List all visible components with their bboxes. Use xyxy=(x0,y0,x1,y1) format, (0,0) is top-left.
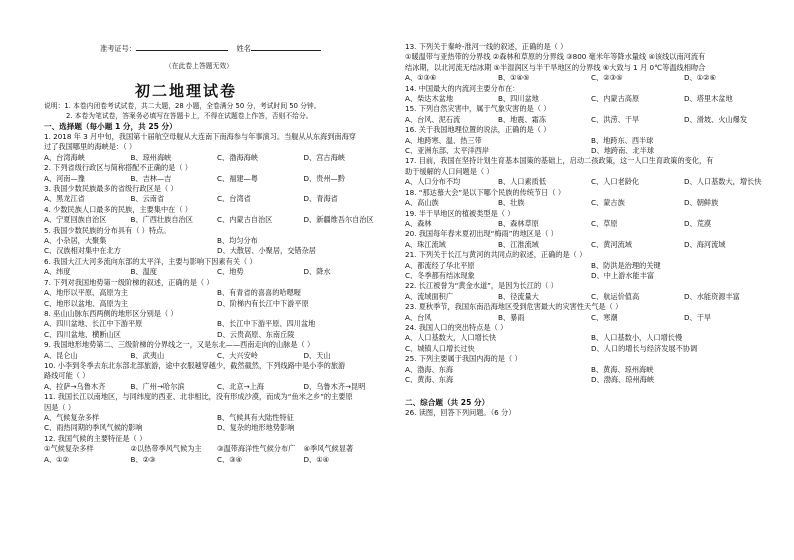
question-text: 21. 下列关于长江与黄河的共同点的叙述，正确的是（ ） xyxy=(405,250,587,260)
question-block xyxy=(44,392,390,423)
option-row xyxy=(44,153,390,163)
option-row xyxy=(44,330,390,340)
option[interactable]: D、滑坡、火山爆发 xyxy=(684,114,748,124)
question-block xyxy=(44,205,390,226)
option[interactable]: D、海河流域 xyxy=(684,239,726,249)
exam-number-label: 准考证号： xyxy=(100,44,136,53)
name-label: 姓名 xyxy=(236,44,251,53)
option[interactable]: C、黄河流域 xyxy=(591,239,632,249)
option[interactable]: D、①④ xyxy=(303,454,330,464)
question-text: 8. 巫山山脉东西两侧的地形区分别是（ ） xyxy=(44,308,178,318)
question-block xyxy=(405,250,777,271)
question-text: 路线可能（ ） xyxy=(44,371,90,381)
option[interactable]: A、地形以平原、高原为主 xyxy=(44,288,128,298)
option-row xyxy=(405,146,777,156)
question-block xyxy=(44,340,390,361)
option[interactable]: C、航运价值高 xyxy=(591,291,640,301)
question-block xyxy=(44,361,390,392)
question-text: 25. 下列主要属于我国内海的是（ ） xyxy=(405,354,522,364)
option[interactable]: C、雨热同期的季风气候的影响 xyxy=(44,423,143,433)
option[interactable]: C、寒潮 xyxy=(591,312,618,322)
option-row xyxy=(405,292,777,302)
question-text: 11. 我国长江以南地区，与同纬度的西亚、北非相比，没有形成沙漠，而成为“鱼米之乡”的主要原 xyxy=(44,392,353,402)
option[interactable]: D、干旱 xyxy=(684,312,712,322)
option[interactable]: B、武夷山 xyxy=(130,350,165,360)
question-block xyxy=(44,132,390,163)
question-block xyxy=(405,188,777,209)
question-text: 15. 下列自然灾害中，属于气象灾害的是（ ） xyxy=(405,104,551,114)
question-text: 3. 我国少数民族最多的省级行政区是（ ） xyxy=(44,184,178,194)
option[interactable]: A、渤海、东海 xyxy=(405,364,454,374)
question-block xyxy=(44,257,390,278)
question-text: 5. 我国少数民族的分布具有（ ）特点。 xyxy=(44,225,171,235)
option[interactable]: ①气候复杂多样 xyxy=(44,444,94,454)
option[interactable]: C、③④ xyxy=(217,454,243,464)
question-text: 18. “那达慕大会”是以下哪个民族的传统节日（ ） xyxy=(405,187,566,197)
option[interactable]: B、江淮流域 xyxy=(498,239,539,249)
exam-number-blank[interactable] xyxy=(136,43,228,51)
question-block xyxy=(405,344,777,354)
option[interactable]: D、云贵高原、东南丘陵 xyxy=(217,329,295,339)
exam-number-row xyxy=(100,43,321,54)
question-text: 19. 半干旱地区的植被类型是（ ） xyxy=(405,208,515,218)
question-text: 4. 少数民族人口最多的民族，主要集中在（ ） xyxy=(44,204,192,214)
question-block xyxy=(44,423,390,433)
question-text: 10. 小李到冬季去东北东部北部旅游，途中衣服越穿越少，截然截然，下列线路中是小李的旅游 xyxy=(44,360,346,370)
question-text: 17. 目前，我国在坚持计划生育基本国策的基础上，启动二孩政策，这一人口生育政策的变化，有 xyxy=(405,156,714,166)
option[interactable]: C、台湾省 xyxy=(217,194,251,204)
option-row xyxy=(405,333,777,343)
option[interactable]: A、地跨寒、温、热三带 xyxy=(405,135,482,145)
option-row xyxy=(44,319,390,329)
question-block xyxy=(405,271,777,281)
option[interactable]: D、地跨南、北半球 xyxy=(591,146,655,156)
option[interactable]: D、朝鲜族 xyxy=(684,198,719,208)
option[interactable]: C、北京→上海 xyxy=(217,381,264,391)
instructions-line-1: 说明：1. 本卷内闭卷考试试卷，共二大题，28 小题，全卷满分 50 分，考试时间 50 分钟。 xyxy=(44,102,321,110)
option[interactable]: C、蒙古族 xyxy=(591,198,625,208)
option[interactable]: C、洪涝、干旱 xyxy=(591,114,640,124)
question-block xyxy=(405,354,777,375)
option[interactable]: ②以热带季风气候为主 xyxy=(130,444,202,454)
question-block xyxy=(44,299,390,309)
question-text: 14. 中国最大的内流河主要分布在： xyxy=(405,83,520,93)
option[interactable]: D、天山 xyxy=(303,350,331,360)
option[interactable]: D、渤海、琼州海峡 xyxy=(591,375,655,384)
question-block xyxy=(405,323,777,344)
question-block xyxy=(44,226,390,247)
option[interactable]: A、台风、泥石流 xyxy=(405,114,461,124)
option-row xyxy=(405,240,777,250)
question-text: 7. 下列对我国地势第一级阶梯的叙述，正确的是（ ） xyxy=(44,277,214,287)
option-row xyxy=(405,313,777,323)
option[interactable]: C、亚洲东部、太平洋西岸 xyxy=(405,146,490,156)
question-text: 过了我国哪里的海峡是：（ ） xyxy=(44,142,137,152)
option[interactable]: ④季风气候显著 xyxy=(303,444,354,454)
question-text: 因是（ ） xyxy=(44,402,76,412)
question-text: 助于缓解的人口问题是（ ） xyxy=(405,166,494,176)
question-text: 23. 夏秋季节，我国东南沿海地区受到危害最大的灾害性天气是（ ） xyxy=(405,302,623,312)
option[interactable]: A、都流经了华北平原 xyxy=(405,260,475,270)
option[interactable]: A、昆仑山 xyxy=(44,350,78,360)
option[interactable]: C、人口老龄化 xyxy=(591,177,640,187)
option[interactable]: C、汉族相对集中在北方 xyxy=(44,246,121,256)
option[interactable]: B、琼州海峡 xyxy=(130,152,172,162)
option[interactable]: B、吉林—吉 xyxy=(130,173,172,183)
question-text: 20. 我国每年春末夏初出现“梅雨”的地区是（ ） xyxy=(405,229,558,239)
question-block xyxy=(44,184,390,205)
left-question-list xyxy=(44,132,390,455)
option[interactable]: B、长江中下游平原、四川盆地 xyxy=(217,319,316,329)
question-text: 6. 我国大江大河多流向东部的太平洋，主要与影响下因素有关（ ） xyxy=(44,256,257,266)
option[interactable]: A、四川盆地、长江中下游平原 xyxy=(44,319,143,329)
option-row xyxy=(405,271,777,281)
option[interactable]: B、广西壮族自治区 xyxy=(130,215,193,225)
option[interactable]: A、河南—豫 xyxy=(44,173,85,183)
option[interactable]: D、人口的增长与经济发展不协调 xyxy=(591,343,698,353)
option[interactable]: C、内蒙古自治区 xyxy=(217,215,273,225)
option[interactable]: A、宁夏回族自治区 xyxy=(44,215,107,225)
option[interactable]: C、地形以盆地、高原为主 xyxy=(44,298,129,308)
section-2-title: 二、综合题（共 25 分） xyxy=(405,398,490,408)
option-row xyxy=(44,174,390,184)
option[interactable]: B、有青省的喜喜的哈嗯喔 xyxy=(217,288,301,298)
option[interactable]: B、云南省 xyxy=(130,194,165,204)
option-row xyxy=(405,375,777,385)
option[interactable]: D、中上游水能丰富 xyxy=(591,270,655,280)
option-row xyxy=(44,423,390,433)
option[interactable]: A、气候复杂多样 xyxy=(44,412,100,422)
option-row xyxy=(405,219,777,229)
option-row xyxy=(44,382,390,392)
option[interactable]: A、高山族 xyxy=(405,198,439,208)
option[interactable]: B、黄海、琼州海峡 xyxy=(591,364,654,374)
option[interactable]: D、塔里木盆地 xyxy=(684,94,733,104)
option-row xyxy=(405,344,777,354)
option-row xyxy=(44,194,390,204)
option[interactable]: B、均匀分布 xyxy=(217,236,258,246)
option-row xyxy=(405,177,777,187)
option[interactable]: B、径流量大 xyxy=(498,291,539,301)
question-block xyxy=(44,330,390,340)
option[interactable]: A、台湾海峡 xyxy=(44,152,85,162)
option[interactable]: D、水能资源丰富 xyxy=(684,291,740,301)
option[interactable]: A、①③⑥ xyxy=(405,73,437,83)
question-block xyxy=(44,434,390,455)
right-column xyxy=(405,42,777,419)
option-row xyxy=(405,94,777,104)
option[interactable]: B、四川盆地 xyxy=(498,94,539,104)
question-block xyxy=(405,302,777,323)
option[interactable]: A、柴达木盆地 xyxy=(405,94,454,104)
option[interactable]: D、青海省 xyxy=(303,194,338,204)
question-text: 16. 关于我国地理位置的说法，正确的是（ ） xyxy=(405,125,551,135)
option[interactable]: C、四川盆地、横断山区 xyxy=(44,329,121,339)
option[interactable]: D、乌鲁木齐→昆明 xyxy=(303,381,366,391)
question-block xyxy=(405,104,777,125)
question-text: 24. 我国人口的突出特点是（ ） xyxy=(405,322,508,332)
option-row xyxy=(44,288,390,298)
left-column xyxy=(44,102,390,465)
option[interactable]: A、人口基数大，人口增长快 xyxy=(405,333,497,343)
option[interactable]: B、广州→哈尔滨 xyxy=(130,381,185,391)
notice: （在此卷上答题无效） xyxy=(165,62,233,70)
option[interactable]: C、黄海、东海 xyxy=(405,375,454,384)
option[interactable]: B、人口基数小，人口增长慢 xyxy=(591,333,683,343)
option[interactable]: A、流域面积广 xyxy=(405,291,454,301)
option[interactable]: C、草原 xyxy=(591,218,618,228)
option[interactable]: A、拉萨→乌鲁木齐 xyxy=(44,381,106,391)
option-row xyxy=(44,236,390,246)
question-text: 2. 下列省级行政区与简称搭配不正确的是（ ） xyxy=(44,163,192,173)
option[interactable]: B、地跨东、西半球 xyxy=(591,135,654,145)
question-block xyxy=(44,163,390,184)
option[interactable]: B、防洪是治理的关键 xyxy=(591,260,661,270)
option[interactable]: C、福建—粤 xyxy=(217,173,258,183)
option[interactable]: B、气候具有大陆性特征 xyxy=(217,412,294,422)
option-row xyxy=(405,73,777,83)
option-row xyxy=(405,115,777,125)
page-title: 初二地理试卷 xyxy=(135,82,238,100)
name-blank[interactable] xyxy=(251,43,321,51)
question-block xyxy=(44,309,390,330)
option-row xyxy=(44,444,390,454)
option-row xyxy=(44,351,390,361)
option[interactable]: B、地震、霜冻 xyxy=(498,114,547,124)
option[interactable]: C、大兴安岭 xyxy=(217,350,258,360)
question-text: 9. 我国地形地势第二、三级阶梯的分界线之一，又是东北——西南走向的山脉是（ ） xyxy=(44,340,315,350)
option[interactable]: C、内蒙古高原 xyxy=(591,94,640,104)
right-question-list xyxy=(405,42,777,385)
option[interactable]: A、珠江流域 xyxy=(405,239,446,249)
option[interactable]: A、小杂居，大聚集 xyxy=(44,236,107,246)
option[interactable]: B、壮族 xyxy=(498,198,525,208)
option[interactable]: A、人口分布不均 xyxy=(405,177,461,187)
question-block xyxy=(405,84,777,105)
option[interactable]: D、大散居、小聚居，交错杂居 xyxy=(217,246,316,256)
option-row xyxy=(405,365,777,375)
option[interactable]: B、人口素质低 xyxy=(498,177,547,187)
option-row xyxy=(405,198,777,208)
question-block xyxy=(405,146,777,156)
option[interactable]: C、冬季都有结冰现象 xyxy=(405,270,475,280)
question-block xyxy=(405,42,777,84)
question-block xyxy=(44,246,390,256)
section-1-title: 一、选择题（每小题 1 分，共 25 分） xyxy=(44,122,177,131)
option[interactable]: B、①④⑤ xyxy=(498,73,530,83)
option-row xyxy=(44,246,390,256)
option[interactable]: D、宫古海峡 xyxy=(303,152,345,162)
question-block xyxy=(405,375,777,385)
option[interactable]: C、②③⑤ xyxy=(591,73,623,83)
option[interactable]: B、森林草原 xyxy=(498,218,539,228)
question-block xyxy=(405,156,777,187)
question-text: 结冰期，以北河流无结冰期 ⑤半湿润区与半干旱地区的分界线 ⑥大致与 1 月 0℃等温线相吻合 xyxy=(405,62,706,72)
option[interactable]: D、阶梯内有长江中下游平原 xyxy=(217,298,309,308)
option[interactable]: B、②③ xyxy=(130,454,156,464)
option[interactable]: A、黑龙江省 xyxy=(44,194,85,204)
option-row xyxy=(44,267,390,277)
option[interactable]: ③温带海洋性气候分布广 xyxy=(217,444,296,454)
option[interactable]: A、森林 xyxy=(405,218,432,228)
option[interactable]: C、地势 xyxy=(217,267,244,277)
option[interactable]: B、暴雨 xyxy=(498,312,525,322)
option[interactable]: A、①② xyxy=(44,454,69,464)
option[interactable]: B、温度 xyxy=(130,267,157,277)
question-text: 13. 下列关于秦岭-淮河一线的叙述，正确的是（ ） xyxy=(405,42,568,51)
option-row xyxy=(44,413,390,423)
option-row xyxy=(44,299,390,309)
option-row xyxy=(44,215,390,225)
question-block xyxy=(405,209,777,230)
option[interactable]: C、城镇人口增长过快 xyxy=(405,343,475,353)
option[interactable]: C、渤海海峡 xyxy=(217,152,258,162)
option[interactable]: D、新疆维吾尔自治区 xyxy=(303,215,374,225)
option[interactable]: D、人口基数大，增长快 xyxy=(684,177,762,187)
option[interactable]: A、纬度 xyxy=(44,267,71,277)
question-text: ①暖温带与亚热带的分界线 ②森林和草原的分界线 ③800 毫米年等降水量线 ④该线以南河流有 xyxy=(405,52,706,62)
question-block xyxy=(44,278,390,299)
question-block xyxy=(405,229,777,250)
question-text: 12. 我国气候的主要特征是（ ） xyxy=(44,433,147,443)
question-text: 22. 长江被誉为“黄金水道”，是因为长江的（ ） xyxy=(405,281,558,291)
question-12-answers xyxy=(44,455,390,465)
option[interactable]: D、①②⑥ xyxy=(684,73,717,83)
option-row xyxy=(405,261,777,271)
option[interactable]: D、荒漠 xyxy=(684,218,712,228)
option[interactable]: D、降水 xyxy=(303,267,331,277)
question-26: 26. 读图，回答下列问题。（6 分） xyxy=(405,408,516,418)
option-row xyxy=(405,136,777,146)
instructions-line-2: 2. 本卷为笔试卷，答案务必填写在答题卡上，不得在试题卷上作答，否则不给分。 xyxy=(66,111,313,120)
question-block xyxy=(405,125,777,146)
option[interactable]: D、贵州—黔 xyxy=(303,173,345,183)
question-block xyxy=(405,281,777,302)
question-text: 1. 2018 年 3 月中旬，我国第十届航空母舰从大连南下南海参与年事演习。当舰从从东海到南海穿 xyxy=(44,132,356,141)
option[interactable]: A、台风 xyxy=(405,312,432,322)
option[interactable]: D、复杂的地形地势影响 xyxy=(217,423,295,433)
